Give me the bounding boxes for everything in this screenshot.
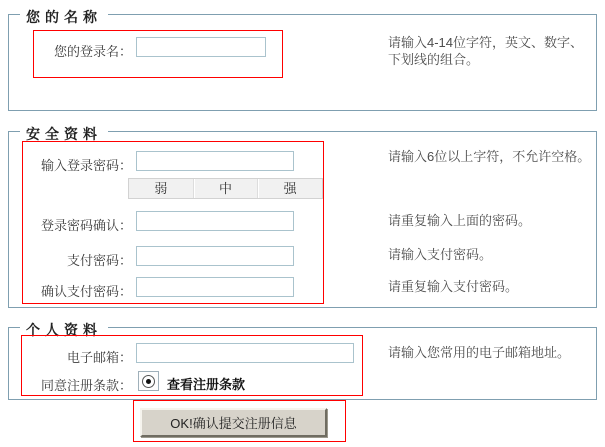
login-name-input[interactable] bbox=[136, 37, 266, 57]
pay-password-input[interactable] bbox=[136, 246, 294, 266]
pay-password-label: 支付密码： bbox=[66, 253, 132, 268]
radio-selected-dot-icon bbox=[146, 379, 151, 384]
confirm-pay-password-hint: 请重复输入支付密码。 bbox=[388, 279, 519, 294]
password-strength-meter bbox=[128, 178, 323, 199]
confirm-pay-password-label: 确认支付密码： bbox=[40, 284, 132, 299]
email-input[interactable] bbox=[136, 343, 354, 363]
email-hint: 请输入您常用的电子邮箱地址。 bbox=[388, 345, 571, 360]
radio-circle-icon bbox=[142, 375, 155, 388]
confirm-pay-password-input[interactable] bbox=[136, 277, 294, 297]
confirm-password-input[interactable] bbox=[136, 211, 294, 231]
pay-password-hint: 请输入支付密码。 bbox=[388, 247, 493, 262]
section-your-name-legend: 您的名称 bbox=[20, 7, 108, 27]
section-security-legend: 安全资料 bbox=[20, 124, 108, 144]
confirm-password-label: 登录密码确认： bbox=[40, 218, 132, 233]
view-terms-link[interactable]: 查看注册条款 bbox=[167, 377, 246, 392]
section-personal-legend: 个人资料 bbox=[20, 320, 108, 340]
strength-weak-cell: 弱 bbox=[129, 179, 193, 198]
login-password-label: 输入登录密码： bbox=[40, 158, 132, 173]
strength-medium-cell: 中 bbox=[193, 179, 258, 198]
login-name-hint: 请输入4-14位字符，英文、数字、下划线的组合。 bbox=[388, 35, 584, 67]
submit-registration-button[interactable]: OK!确认提交注册信息 bbox=[140, 408, 327, 437]
email-label: 电子邮箱： bbox=[66, 350, 132, 365]
login-name-label: 您的登录名： bbox=[53, 44, 132, 59]
strength-strong-cell: 强 bbox=[257, 179, 322, 198]
login-password-hint: 请输入6位以上字符，不允许空格。 bbox=[388, 149, 591, 164]
login-password-input[interactable] bbox=[136, 151, 294, 171]
confirm-password-hint: 请重复输入上面的密码。 bbox=[388, 213, 532, 228]
agree-terms-radio[interactable] bbox=[138, 371, 159, 391]
agree-terms-label: 同意注册条款： bbox=[40, 378, 132, 393]
